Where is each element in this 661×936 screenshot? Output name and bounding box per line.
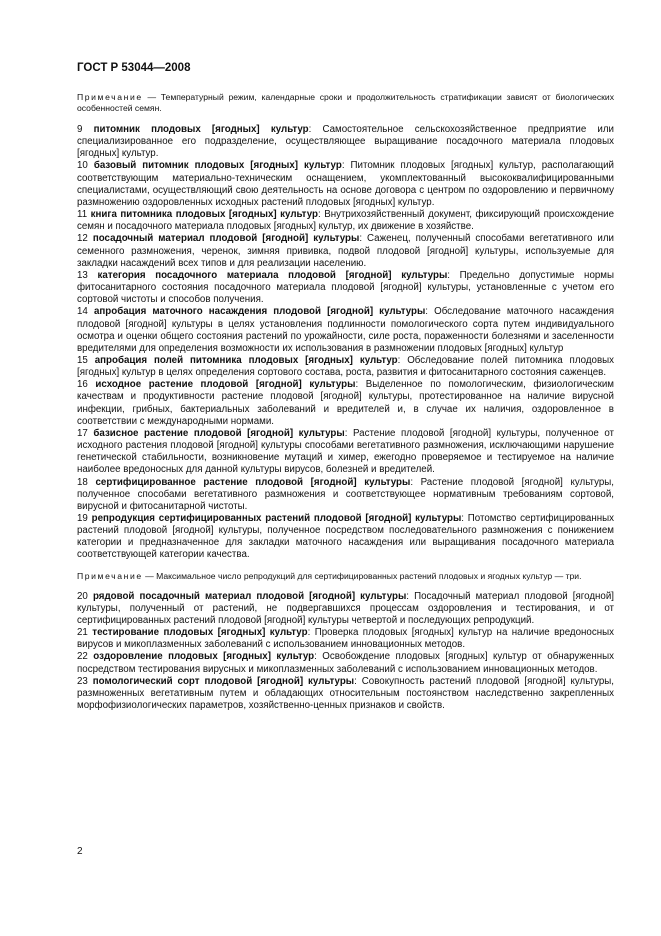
note-label: Примечание bbox=[77, 570, 143, 581]
term-title: апробация маточного насаждения плодовой [ягодной] культуры bbox=[93, 306, 426, 318]
term-entry bbox=[77, 233, 614, 269]
term-title: репродукция сертифицированных растений плодовой [ягодной] культуры bbox=[91, 513, 462, 524]
term-number: 15 bbox=[77, 354, 88, 366]
term-definition: Питомник плодовых [ягодных] культур, располагающий соответствующим материально-техническим оснащением, укомплектованный высококвалифицированными специалистами, осуществляющий свою деятельность на основе договора с центром по оздоровлению и первичному размножению оздоровленных исходных растений плодовых [ягодных] культур. bbox=[77, 160, 614, 208]
term-entry bbox=[77, 270, 614, 306]
term-number: 16 bbox=[77, 379, 88, 391]
note-text: — Максимальное число репродукций для сертифицированных растений плодовых и ягодных культур — три. bbox=[142, 570, 582, 581]
term-separator: : bbox=[344, 427, 353, 439]
term-definition: Самостоятельное сельскохозяйственное предприятие или специализированное его подразделение, осуществляющее выращивание посадочного материала плодовых [ягодных] культур. bbox=[77, 124, 615, 160]
term-separator: : bbox=[308, 124, 323, 135]
term-separator: : bbox=[307, 627, 315, 639]
term-number: 13 bbox=[77, 269, 88, 281]
term-definition: Растение плодовой [ягодной] культуры, полученное способами вегетативного размножения и соответствующее нормативным требованиям сортовой, вирусной и фитосанитарной чистоты. bbox=[77, 476, 614, 512]
term-title: базовый питомник плодовых [ягодных] культур bbox=[93, 160, 342, 172]
term-number: 20 bbox=[77, 590, 88, 602]
term-number: 14 bbox=[77, 306, 88, 318]
term-separator: : bbox=[410, 476, 421, 488]
term-number: 23 bbox=[77, 675, 88, 687]
term-entry bbox=[77, 676, 614, 712]
term-entry bbox=[77, 209, 614, 233]
term-title: рядовой посадочный материал плодовой [ягодной] культуры bbox=[92, 590, 407, 602]
term-definition: Обследование маточного насаждения плодовой [ягодной] культуры в целях установления подлинности помологического сорта путем индивидуального осмотра и оценки общего состояния растений по урожайности, силе роста, пораженности болезнями и заселенности вредителями для определения возможности их использования в размножении плодовых [ягодных] культур bbox=[77, 306, 615, 354]
term-definition: Обследование полей питомника плодовых [ягодных] культур в целях определения сортового состава, роста, развития и фитосанитарного состояния саженцев. bbox=[77, 354, 615, 379]
term-number: 17 bbox=[77, 427, 88, 439]
term-entry bbox=[77, 591, 614, 627]
term-number: 21 bbox=[77, 627, 88, 639]
term-number: 10 bbox=[77, 160, 88, 172]
note-label: Примечание bbox=[77, 92, 143, 102]
term-definition: Саженец, полученный способами вегетативного или семенного размножения, черенок, зимняя прививка, подвой плодовой [ягодной] культуры, используемые для закладки насаждений всех типов и для реализации населению. bbox=[77, 233, 614, 269]
term-title: оздоровление плодовых [ягодных] культур bbox=[93, 651, 315, 663]
page-number: 2 bbox=[77, 846, 83, 857]
term-entry bbox=[77, 379, 614, 428]
term-separator: : bbox=[314, 651, 323, 663]
term-definition: Предельно допустимые нормы фитосанитарного состояния посадочного материала плодовой [ягодной] культуры, установленные с учетом его сортовой чистоты и способов получения. bbox=[77, 269, 615, 306]
term-title: тестирование плодовых [ягодных] культур bbox=[92, 627, 308, 639]
term-number: 18 bbox=[77, 476, 88, 488]
term-number: 12 bbox=[77, 233, 88, 245]
terms-list-continued bbox=[77, 591, 614, 713]
term-entry bbox=[77, 627, 614, 651]
term-separator: : bbox=[359, 233, 368, 245]
term-definition: Совокупность растений плодовой [ягодной] культуры, размноженных вегетативным путем и обладающих относительным постоянством наследственно закрепленных морфофизиологических параметров, хозяйственно-ценных признаков и свойств. bbox=[77, 675, 615, 712]
term-entry bbox=[77, 651, 614, 675]
term-definition: Посадочный материал плодовой [ягодной] культуры, полученный от растений, не подвергавшихся процессам оздоровления и тестирования, и от сертифицированных растений плодовой [ягодной] культуры четвертой и последующих репродукций. bbox=[77, 590, 614, 626]
term-separator: : bbox=[461, 513, 468, 524]
term-title: исходное растение плодовой [ягодной] культуры bbox=[95, 379, 356, 391]
term-number: 22 bbox=[77, 651, 88, 663]
document-page bbox=[77, 62, 614, 712]
term-title: питомник плодовых [ягодных] культур bbox=[93, 124, 309, 135]
term-number: 19 bbox=[77, 513, 88, 524]
term-separator: : bbox=[397, 354, 408, 366]
term-title: базисное растение плодовой [ягодной] культуры bbox=[93, 427, 345, 439]
term-separator: : bbox=[354, 675, 362, 687]
term-definition: Выделенное по помологическим, физиологическим качествам и продуктивности растение плодовой [ягодной] культуры, протестированное на наличие вирусной инфекции, грибных, бактериальных заболеваний и вредителей и, в случае их наличия, оздоровленное в соответствии с международными нормами. bbox=[77, 379, 614, 427]
term-entry bbox=[77, 124, 614, 160]
term-number: 9 bbox=[77, 124, 83, 135]
term-separator: : bbox=[425, 306, 435, 318]
term-entry bbox=[77, 306, 614, 355]
term-definition: Потомство сертифицированных растений плодовой [ягодной] культуры, полученное посредством последовательного размножения с понижением категории и предназначенное для закладки маточного насаждения или выращивания посадочного материала соответствующей категории качества. bbox=[77, 513, 615, 561]
term-separator: : bbox=[447, 269, 460, 281]
term-separator: : bbox=[341, 160, 351, 172]
note-text: — Температурный режим, календарные сроки и продолжительность стратификации зависят от биологических особенностей семян. bbox=[77, 92, 614, 113]
note-mid bbox=[77, 571, 614, 582]
term-definition: Освобождение плодовых [ягодных] культур от обнаруженных посредством тестирования вирусных и микоплазменных заболеваний с использованием инновационных методов. bbox=[77, 651, 614, 675]
term-title: сертифицированное растение плодовой [ягодной] культуры bbox=[95, 476, 411, 488]
term-definition: Растение плодовой [ягодной] культуры, полученное от исходного растения плодовой [ягодной] культуры способами вегетативного размножения, исключающими нарушение генетической стабильности, возникновение мутаций и химер, ежегодно проверяемое и тестируемое на наличие наиболее вредоносных для данной культуры вирусов, болезней и вредителей. bbox=[77, 427, 615, 476]
term-definition: Проверка плодовых [ягодных] культур на наличие вредоносных вирусов и микоплазменных заболеваний с использованием инновационных методов. bbox=[77, 627, 614, 651]
terms-list bbox=[77, 124, 614, 562]
term-separator: : bbox=[355, 379, 366, 391]
term-definition: Внутрихозяйственный документ, фиксирующий происхождение семян и посадочного материала плодовых [ягодных] культур, их движение в хозяйстве. bbox=[77, 209, 615, 233]
term-number: 11 bbox=[77, 209, 88, 221]
term-entry bbox=[77, 428, 614, 477]
term-title: книга питомника плодовых [ягодных] культур bbox=[90, 209, 318, 221]
term-title: апробация полей питомника плодовых [ягодных] культур bbox=[94, 354, 398, 366]
term-entry bbox=[77, 160, 614, 209]
term-entry bbox=[77, 355, 614, 379]
term-separator: : bbox=[406, 590, 415, 602]
term-entry bbox=[77, 477, 614, 513]
term-title: помологический сорт плодовой [ягодной] культуры bbox=[92, 675, 355, 687]
term-separator: : bbox=[317, 209, 325, 221]
term-title: посадочный материал плодовой [ягодной] культуры bbox=[92, 233, 360, 245]
term-title: категория посадочного материала плодовой [ягодной] культуры bbox=[97, 269, 448, 281]
note-top bbox=[77, 92, 614, 114]
page-header: ГОСТ Р 53044—2008 bbox=[77, 62, 191, 74]
term-entry bbox=[77, 513, 614, 562]
